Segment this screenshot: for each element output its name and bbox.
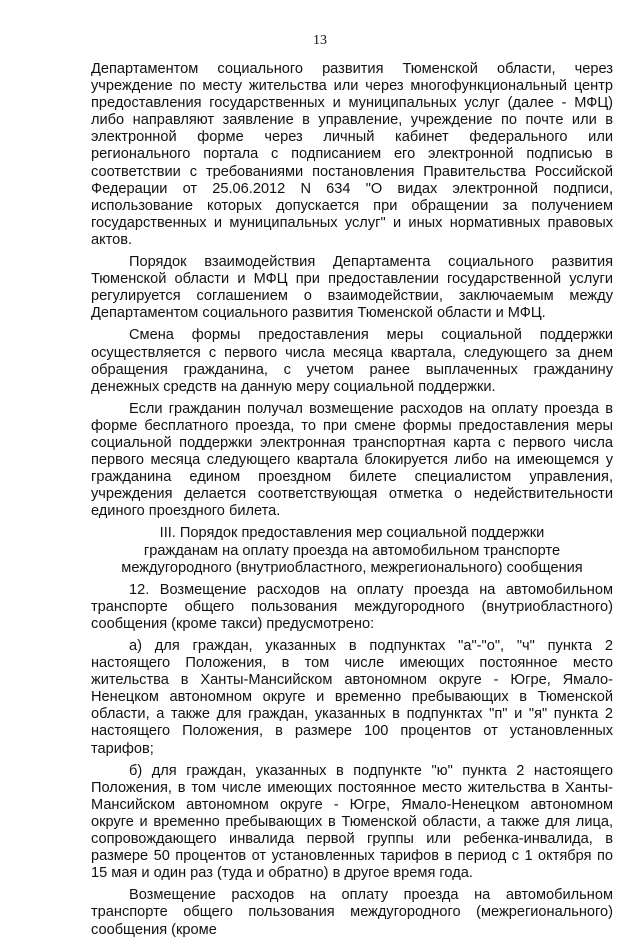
section-heading	[91, 525, 613, 576]
paragraph-free-travel: Если гражданин получал возмещение расходов на оплату проезда в форме бесплатного проезда, то при смене формы предоставления меры социальной поддержки электронная транспортная карта с первого числа первого месяца следующего квартала блокируется либо на имеющемся у гражданина едином проездном билете специалистом управления, учреждения делается соответствующая отметка о недействительности единого проездного билета.	[91, 400, 613, 520]
document-body	[91, 61, 613, 944]
paragraph-interaction-procedure: Порядок взаимодействия Департамента социального развития Тюменской области и МФЦ при предоставлении государственной услуги регулируется соглашением о взаимодействии, заключаемым между Департаментом социального развития Тюменской области и МФЦ.	[91, 254, 613, 322]
paragraph-continuation: Департаментом социального развития Тюменской области, через учреждение по месту жительства или через многофункциональный центр предоставления государственных и муниципальных услуг (далее - МФЦ) либо направляют заявление в управление, учреждение по почте или в электронной форме через личный кабинет федерального или регионального портала с подписанием его электронной подписью в соответствии с требованиями постановления Правительства Российской Федерации от 25.06.2012 N 634 "О видах электронной подписи, использование которых допускается при обращении за получением государственных и муниципальных услуг" и иных нормативных правовых актов.	[91, 61, 613, 248]
section-heading-line: гражданам на оплату проезда на автомобильном транспорте	[143, 542, 561, 559]
paragraph-interregional: Возмещение расходов на оплату проезда на автомобильном транспорте общего пользования междугородного (межрегионального) сообщения (кроме	[91, 887, 613, 938]
paragraph-item-12: 12. Возмещение расходов на оплату проезда на автомобильном транспорте общего пользования междугородного (внутриобластного) сообщения (кроме такси) предусмотрено:	[91, 581, 613, 632]
section-heading-line: III. Порядок предоставления мер социальной поддержки	[159, 525, 545, 542]
paragraph-subitem-a: а) для граждан, указанных в подпунктах "а"-"о", "ч" пункта 2 настоящего Положения, в том числе имеющих постоянное место жительства в Ханты-Мансийском автономном округе - Югре, Ямало-Ненецком автономном округе и временно пребывающих в Тюменской области, а также для граждан, указанных в подпунктах "п" и "я" пункта 2 настоящего Положения, в размере 100 процентов от установленных тарифов;	[91, 638, 613, 757]
paragraph-form-change: Смена формы предоставления меры социальной поддержки осуществляется с первого числа месяца квартала, следующего за днем обращения гражданина, с учетом ранее выплаченных гражданину денежных средств на данную меру социальной поддержки.	[91, 327, 613, 395]
paragraph-subitem-b: б) для граждан, указанных в подпункте "ю" пункта 2 настоящего Положения, в том числе имеющих постоянное место жительства в Ханты-Мансийском автономном округе - Югре, Ямало-Ненецком автономном округе и временно пребывающих в Тюменской области, а также для лица, сопровождающего инвалида первой группы или ребенка-инвалида, в размере 50 процентов от установленных тарифов в период с 1 октября по 15 мая и один раз (туда и обратно) в другое время года.	[91, 762, 613, 882]
section-heading-line: междугородного (внутриобластного, межрегионального) сообщения	[121, 559, 583, 576]
page-number: 13	[313, 33, 327, 48]
